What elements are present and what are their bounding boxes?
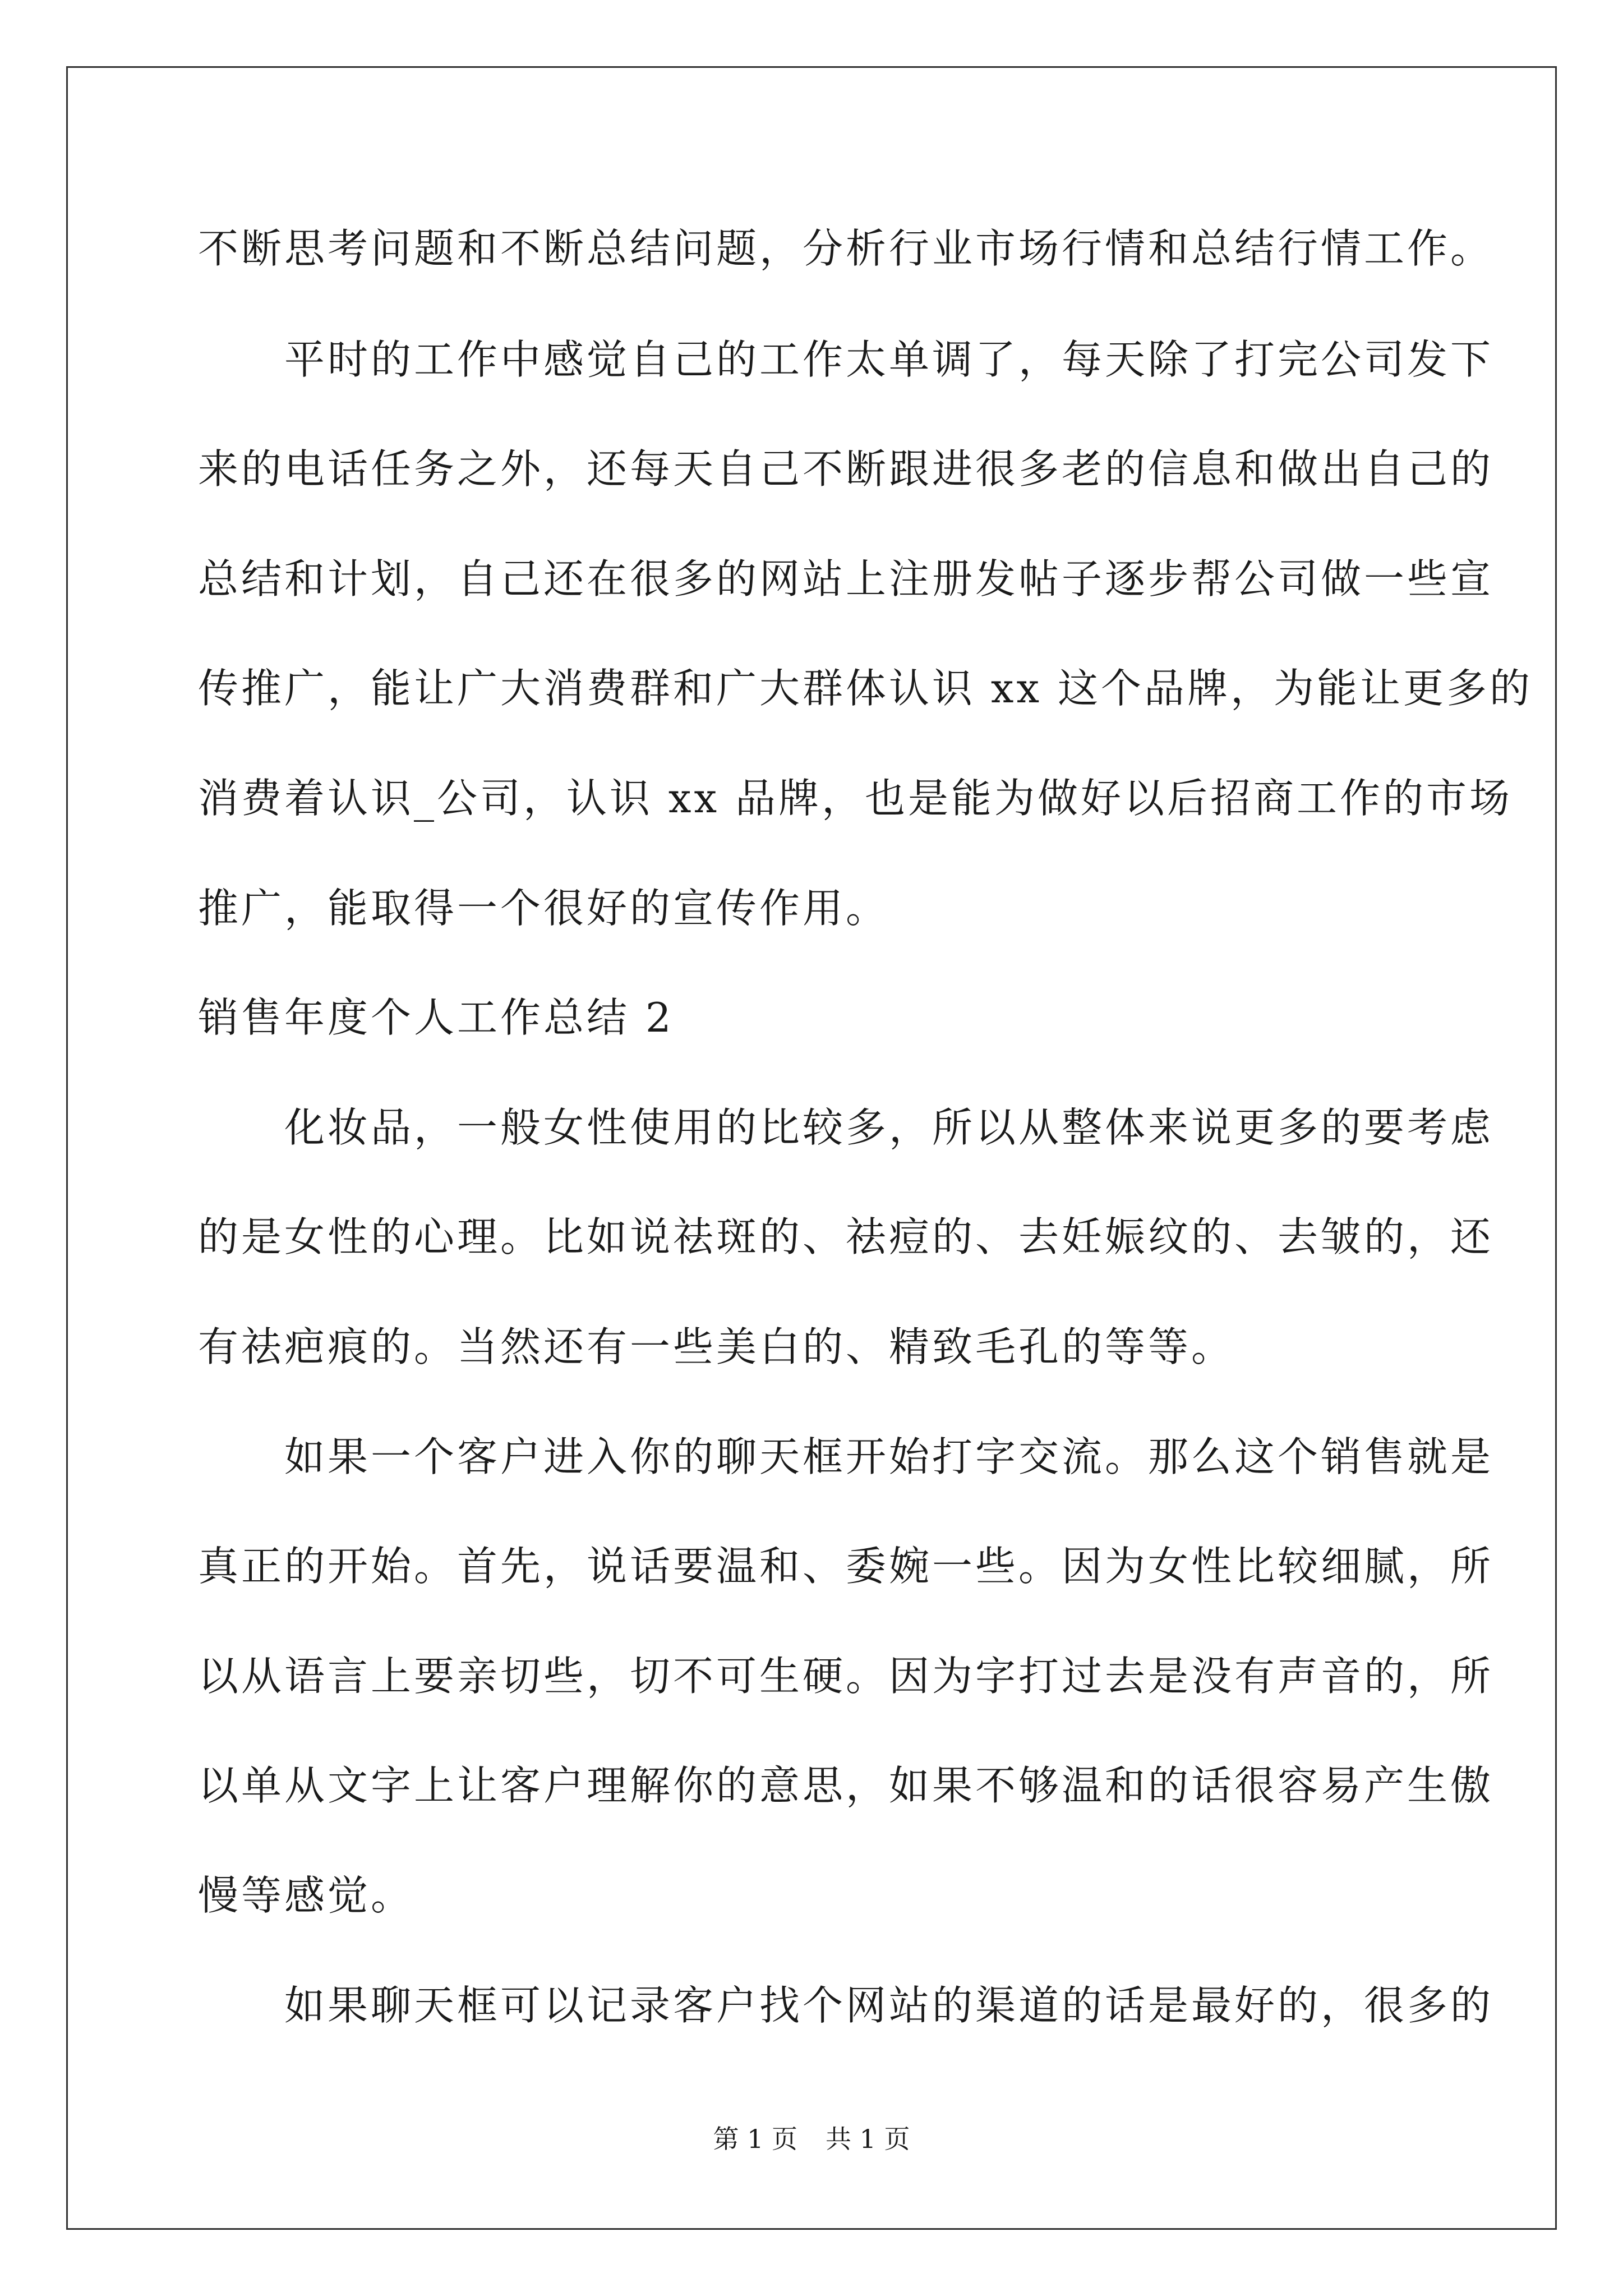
text-line: 消费着认识_公司，认识 xx 品牌，也是能为做好以后招商工作的市场 bbox=[198, 775, 1513, 822]
text-line: 化妆品，一般女性使用的比较多，所以从整体来说更多的要考虑 bbox=[198, 1104, 1494, 1151]
page-total: 共 1 页 bbox=[826, 2124, 910, 2154]
section-heading: 销售年度个人工作总结 2 bbox=[198, 994, 674, 1041]
text-line: 的是女性的心理。比如说祛斑的、祛痘的、去妊娠纹的、去皱的，还 bbox=[198, 1213, 1494, 1260]
text-line: 来的电话任务之外，还每天自己不断跟进很多老的信息和做出自己的 bbox=[198, 445, 1494, 493]
page-footer bbox=[0, 2122, 1623, 2156]
text-line: 推广，能取得一个很好的宣传作用。 bbox=[198, 885, 889, 932]
text-line: 以单从文字上让客户理解你的意思，如果不够温和的话很容易产生傲 bbox=[198, 1762, 1494, 1809]
text-line: 平时的工作中感觉自己的工作太单调了，每天除了打完公司发下 bbox=[198, 336, 1494, 383]
page-number: 第 1 页 bbox=[713, 2124, 797, 2154]
text-line: 有祛疤痕的。当然还有一些美白的、精致毛孔的等等。 bbox=[198, 1323, 1235, 1370]
text-line: 真正的开始。首先，说话要温和、委婉一些。因为女性比较细腻，所 bbox=[198, 1543, 1494, 1590]
text-line: 慢等感觉。 bbox=[198, 1872, 414, 1919]
text-line: 如果聊天框可以记录客户找个网站的渠道的话是最好的，很多的 bbox=[198, 1982, 1494, 2029]
text-line: 传推广，能让广大消费群和广大群体认识 xx 这个品牌，为能让更多的 bbox=[198, 665, 1533, 712]
text-line: 以从语言上要亲切些，切不可生硬。因为字打过去是没有声音的，所 bbox=[198, 1653, 1494, 1700]
text-line: 总结和计划，自己还在很多的网站上注册发帖子逐步帮公司做一些宣 bbox=[198, 555, 1494, 602]
text-line: 如果一个客户进入你的聊天框开始打字交流。那么这个销售就是 bbox=[198, 1433, 1494, 1480]
text-line: 不断思考问题和不断总结问题，分析行业市场行情和总结行情工作。 bbox=[198, 225, 1494, 272]
